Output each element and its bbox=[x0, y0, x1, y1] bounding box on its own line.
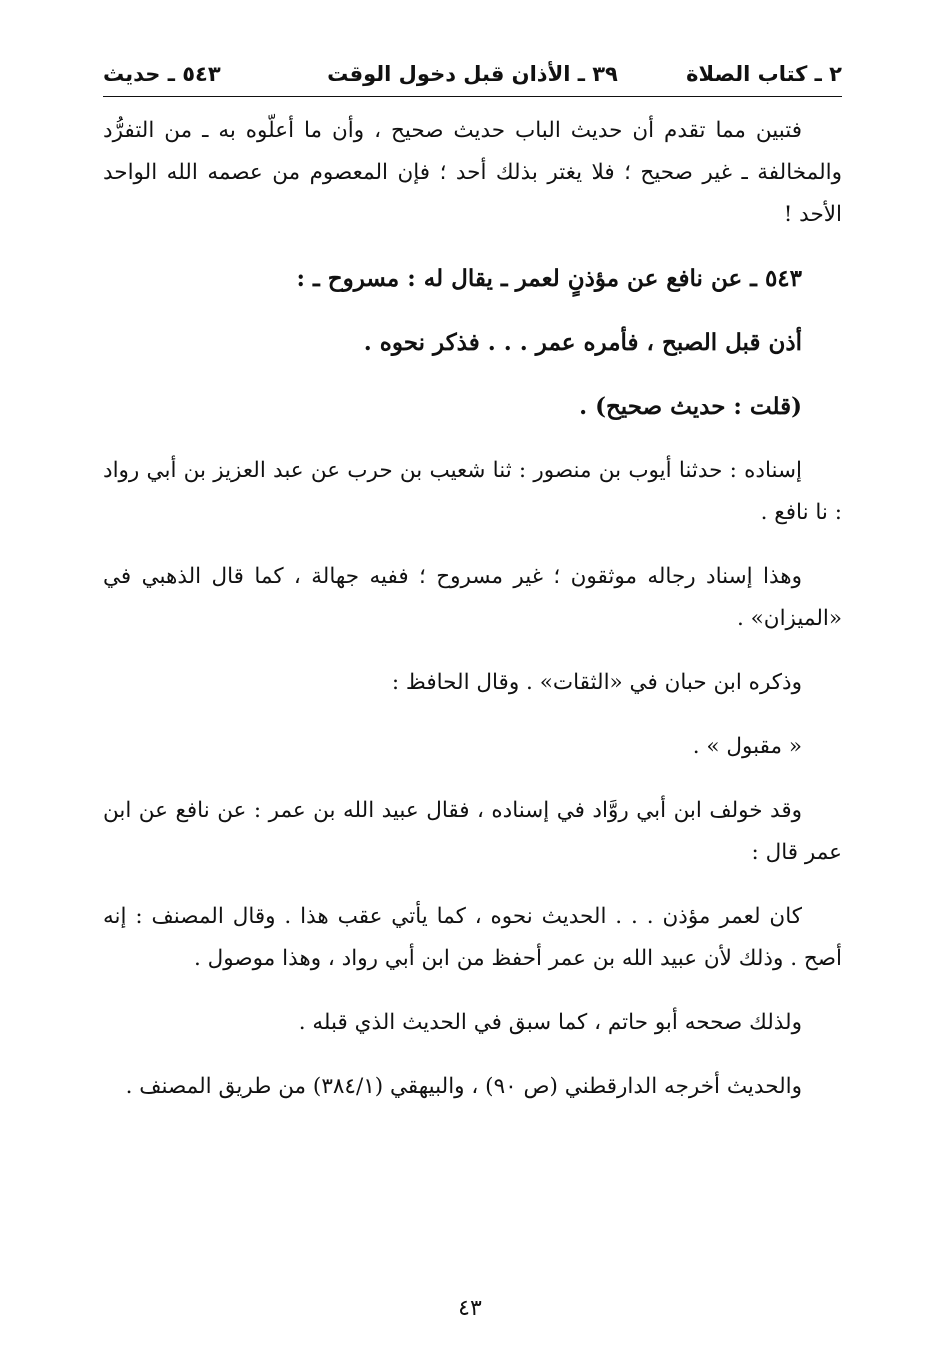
running-header bbox=[103, 56, 842, 97]
header-chapter-title: ٣٩ ـ الأذان قبل دخول الوقت bbox=[327, 62, 618, 86]
intro-paragraph: فتبين مما تقدم أن حديث الباب حديث صحيح ، وأن ما أعلّوه به ـ من التفرُّد والمخالفة ـ غير صحيح ؛ فلا يغتر بذلك أحد ؛ فإن المعصوم من عصمه الله الواحد الأحد ! bbox=[103, 118, 842, 227]
quote-paragraph: « مقبول » . bbox=[692, 734, 802, 759]
isnad-paragraph: إسناده : حدثنا أيوب بن منصور : ثنا شعيب بن حرب عن عبد العزيز بن أبي رواد : نا نافع . bbox=[103, 458, 842, 525]
commentary-paragraph: ولذلك صححه أبو حاتم ، كما سبق في الحديث الذي قبله . bbox=[298, 1010, 802, 1035]
hadith-verdict: (قلت : حديث صحيح) . bbox=[579, 393, 802, 420]
commentary-paragraph: كان لعمر مؤذن . . . الحديث نحوه ، كما يأتي عقب هذا . وقال المصنف : إنه أصح . وذلك لأن عبيد الله بن عمر أحفظ من ابن أبي رواد ، وهذا موصول . bbox=[103, 904, 842, 971]
takhrij-paragraph: والحديث أخرجه الدارقطني (ص ٩٠) ، والبيهقي (٣٨٤/١) من طريق المصنف . bbox=[125, 1074, 802, 1099]
page-body bbox=[103, 110, 842, 1108]
hadith-title: ٥٤٣ ـ عن نافع عن مؤذنٍ لعمر ـ يقال له : مسروح ـ : bbox=[296, 265, 802, 292]
hadith-text: أذن قبل الصبح ، فأمره عمر . . . فذكر نحوه . bbox=[363, 329, 802, 356]
header-hadith-number: ٥٤٣ ـ حديث bbox=[103, 62, 221, 86]
commentary-paragraph: وهذا إسناد رجاله موثقون ؛ غير مسروح ؛ ففيه جهالة ، كما قال الذهبي في «الميزان» . bbox=[103, 564, 842, 631]
commentary-paragraph: وقد خولف ابن أبي روَّاد في إسناده ، فقال عبيد الله بن عمر : عن نافع عن ابن عمر قال : bbox=[103, 798, 842, 865]
header-book-title: ٢ ـ كتاب الصلاة bbox=[686, 62, 842, 86]
page-number: ٤٣ bbox=[458, 1296, 482, 1321]
commentary-paragraph: وذكره ابن حبان في «الثقات» . وقال الحافظ : bbox=[391, 670, 802, 695]
